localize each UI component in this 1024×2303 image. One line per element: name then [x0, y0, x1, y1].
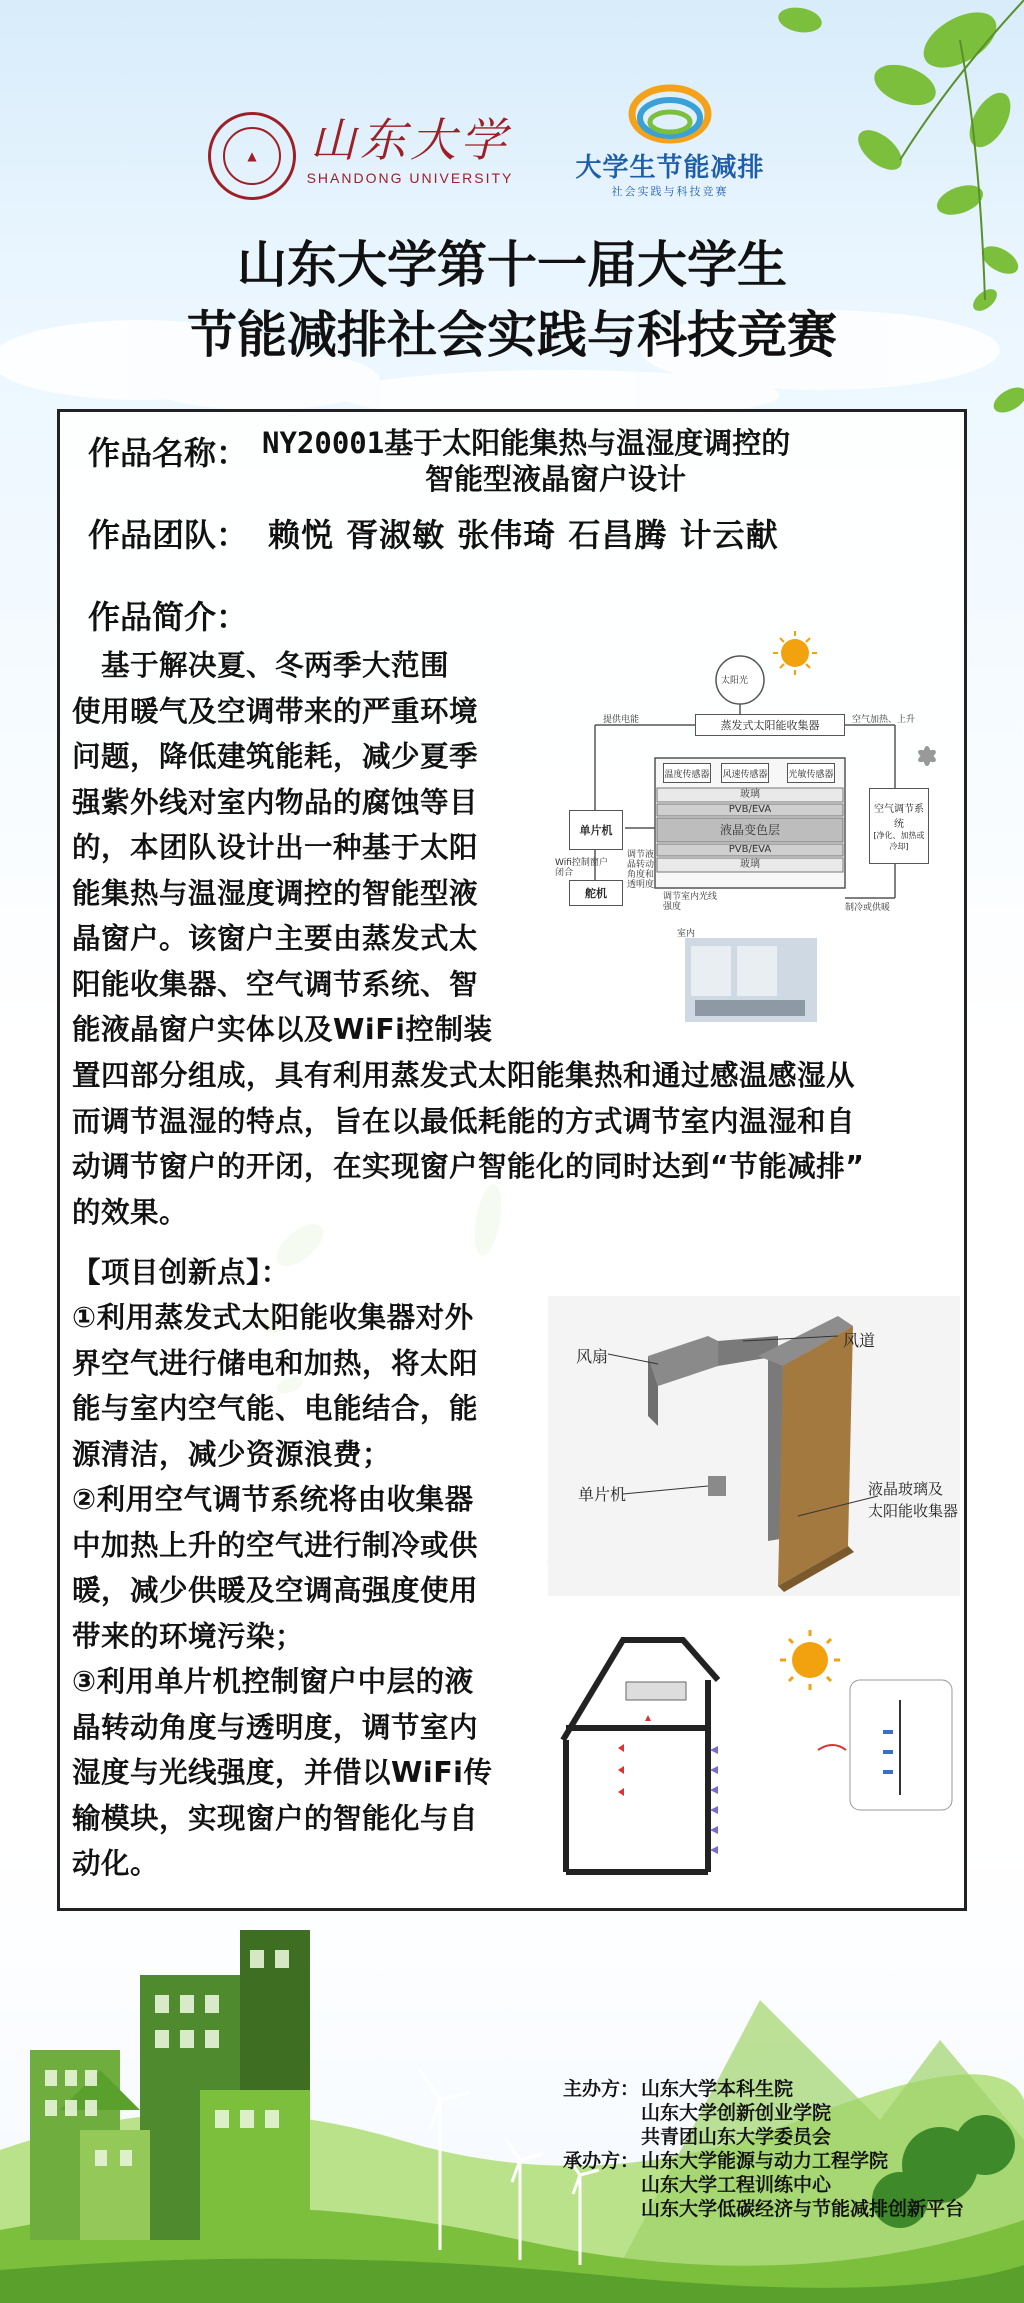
- university-name-en: SHANDONG UNIVERSITY: [306, 170, 514, 186]
- air-system-label: 空气调节系统: [874, 804, 924, 830]
- project-name-line2: 智能型液晶窗户设计: [425, 462, 687, 496]
- intro-line: 的效果。: [72, 1195, 189, 1229]
- host-item: 山东大学本科生院: [641, 2078, 794, 2100]
- organizer-item: 山东大学能源与动力工程学院: [641, 2150, 889, 2172]
- air-system-sub: [净化、加热或冷却]: [873, 831, 925, 851]
- innovation-list: [72, 1295, 552, 1887]
- competition-logo-sub: 社会实践与科技竞赛: [611, 185, 729, 198]
- duct-label: 风道: [843, 1331, 876, 1350]
- competition-logo: [565, 78, 775, 203]
- organizer-item: 山东大学低碳经济与节能减排创新平台: [641, 2198, 965, 2220]
- sensor-light-box: 光敏传感器: [787, 763, 835, 783]
- fan-label: 风扇: [576, 1347, 609, 1366]
- glass-collector-label: [868, 1478, 958, 1522]
- innovation-label: 【项目创新点】：: [72, 1256, 290, 1289]
- innovation-line: 源清洁，减少资源浪费；: [72, 1437, 392, 1471]
- intro-line: 动调节窗户的开闭，在实现窗户智能化的同时达到“节能减排”: [72, 1150, 865, 1183]
- university-name-cn: 山东大学: [310, 113, 510, 167]
- innovation-line: 输模块，实现窗户的智能化与自: [72, 1801, 479, 1835]
- host-item: 共青团山东大学委员会: [641, 2126, 832, 2148]
- innovation-line: 晶转动角度与透明度，调节室内: [72, 1710, 479, 1744]
- organizer-item: 山东大学工程训练中心: [641, 2174, 832, 2196]
- innovation-line: ②利用空气调节系统将由收集器: [72, 1483, 474, 1516]
- innovation-line: 带来的环境污染；: [72, 1619, 305, 1653]
- adjust-lc-label: 调节液晶转动角度和透明度: [627, 850, 655, 890]
- team-members: 赖悦 胥淑敏 张伟琦 石昌腾 计云献: [268, 516, 779, 554]
- collector-box: 蒸发式太阳能收集器: [695, 714, 845, 736]
- intro-line: 而调节温湿的特点，旨在以最低耗能的方式调节室内温湿和自: [72, 1104, 856, 1138]
- innovation-line: 湿度与光线强度，并借以WiFi传: [72, 1756, 493, 1789]
- glass-label: 液晶玻璃及: [868, 1480, 944, 1498]
- innovation-line: 动化。: [72, 1847, 160, 1880]
- wifi-label: Wifi控制窗户闭合: [555, 858, 608, 878]
- intro-paragraph-part1: [72, 643, 532, 1053]
- mcu-label: 单片机: [578, 1485, 627, 1504]
- power-label: 提供电能: [603, 715, 640, 725]
- adjust-light-label: 调节室内光线强度: [663, 892, 718, 912]
- air-system-box: [869, 788, 929, 864]
- competition-mark-icon: [622, 78, 718, 148]
- intro-line: 使用暖气及空调带来的严重环境: [72, 694, 479, 728]
- house-section-figure: [548, 1620, 960, 1880]
- pvb-layer-bottom: PVB/EVA: [728, 844, 772, 855]
- intro-line: 的，本团队设计出一种基于太阳: [72, 831, 479, 864]
- intro-line: 晶窗户。该窗户主要由蒸发式太: [72, 922, 479, 955]
- innovation-line: ③利用单片机控制窗户中层的液: [72, 1665, 474, 1698]
- intro-line: 问题，降低建筑能耗，减少夏季: [72, 740, 479, 773]
- page-title-line2: 节能减排社会实践与科技竞赛: [187, 306, 837, 364]
- indoor-label: 室内: [677, 929, 696, 939]
- sensor-temp-box: 温度传感器: [663, 763, 711, 783]
- sensor-wind-box: 风速传感器: [721, 763, 769, 783]
- project-name-label: 作品名称：: [88, 434, 249, 472]
- model-figure: [548, 1296, 960, 1596]
- model-figure-drawing: [548, 1296, 960, 1596]
- intro-line: 阳能收集器、空气调节系统、智: [72, 967, 479, 1001]
- innovation-line: ①利用蒸发式太阳能收集器对外: [72, 1301, 474, 1334]
- collector-label: 太阳能收集器: [868, 1502, 959, 1520]
- air-heat-label: 空气加热、上升: [852, 715, 916, 725]
- glass-layer-bottom: 玻璃: [740, 859, 760, 870]
- competition-logo-name: 大学生节能减排: [575, 153, 765, 183]
- intro-paragraph-part2: [72, 1053, 952, 1235]
- intro-line: 能集热与温湿度调控的智能型液: [72, 876, 479, 910]
- seal-inner-icon: ▲: [223, 127, 281, 185]
- house-section-drawing: [548, 1620, 960, 1880]
- intro-line: 强紫外线对室内物品的腐蚀等目: [72, 785, 479, 819]
- innovation-line: 能与室内空气能、电能结合，能: [72, 1392, 479, 1425]
- host-item: 山东大学创新创业学院: [641, 2102, 832, 2124]
- intro-line: 置四部分组成，具有利用蒸发式太阳能集热和通过感温感湿从: [72, 1059, 856, 1092]
- intro-line: 基于解决夏、冬两季大范围: [72, 649, 450, 682]
- intro-line: 能液晶窗户实体以及WiFi控制装: [72, 1013, 493, 1046]
- cooling-label: 制冷或供暖: [845, 903, 891, 913]
- project-name-line1: NY20001基于太阳能集热与温湿度调控的: [262, 426, 791, 460]
- organizer-label: 承办方：: [563, 2150, 640, 2172]
- innovation-line: 界空气进行储电和加热，将太阳: [72, 1346, 479, 1380]
- innovation-line: 中加热上升的空气进行制冷或供: [72, 1528, 479, 1562]
- university-seal-logo: [208, 112, 296, 200]
- university-name-logo: [305, 112, 515, 202]
- lc-layer: 液晶变色层: [719, 823, 780, 837]
- innovation-line: 暖，减少供暖及空调高强度使用: [72, 1574, 479, 1607]
- intro-label: 作品简介：: [88, 598, 249, 636]
- host-label: 主办方：: [563, 2078, 640, 2100]
- pvb-layer-top: PVB/EVA: [728, 804, 772, 815]
- servo-box: 舵机: [569, 880, 623, 906]
- team-label: 作品团队：: [88, 516, 249, 554]
- mcu-box: 单片机: [569, 810, 623, 850]
- system-diagram: [555, 628, 955, 1028]
- glass-layer-top: 玻璃: [740, 789, 760, 800]
- page-title-line1: 山东大学第十一届大学生: [237, 236, 787, 294]
- sun-label: 太阳光: [721, 676, 749, 686]
